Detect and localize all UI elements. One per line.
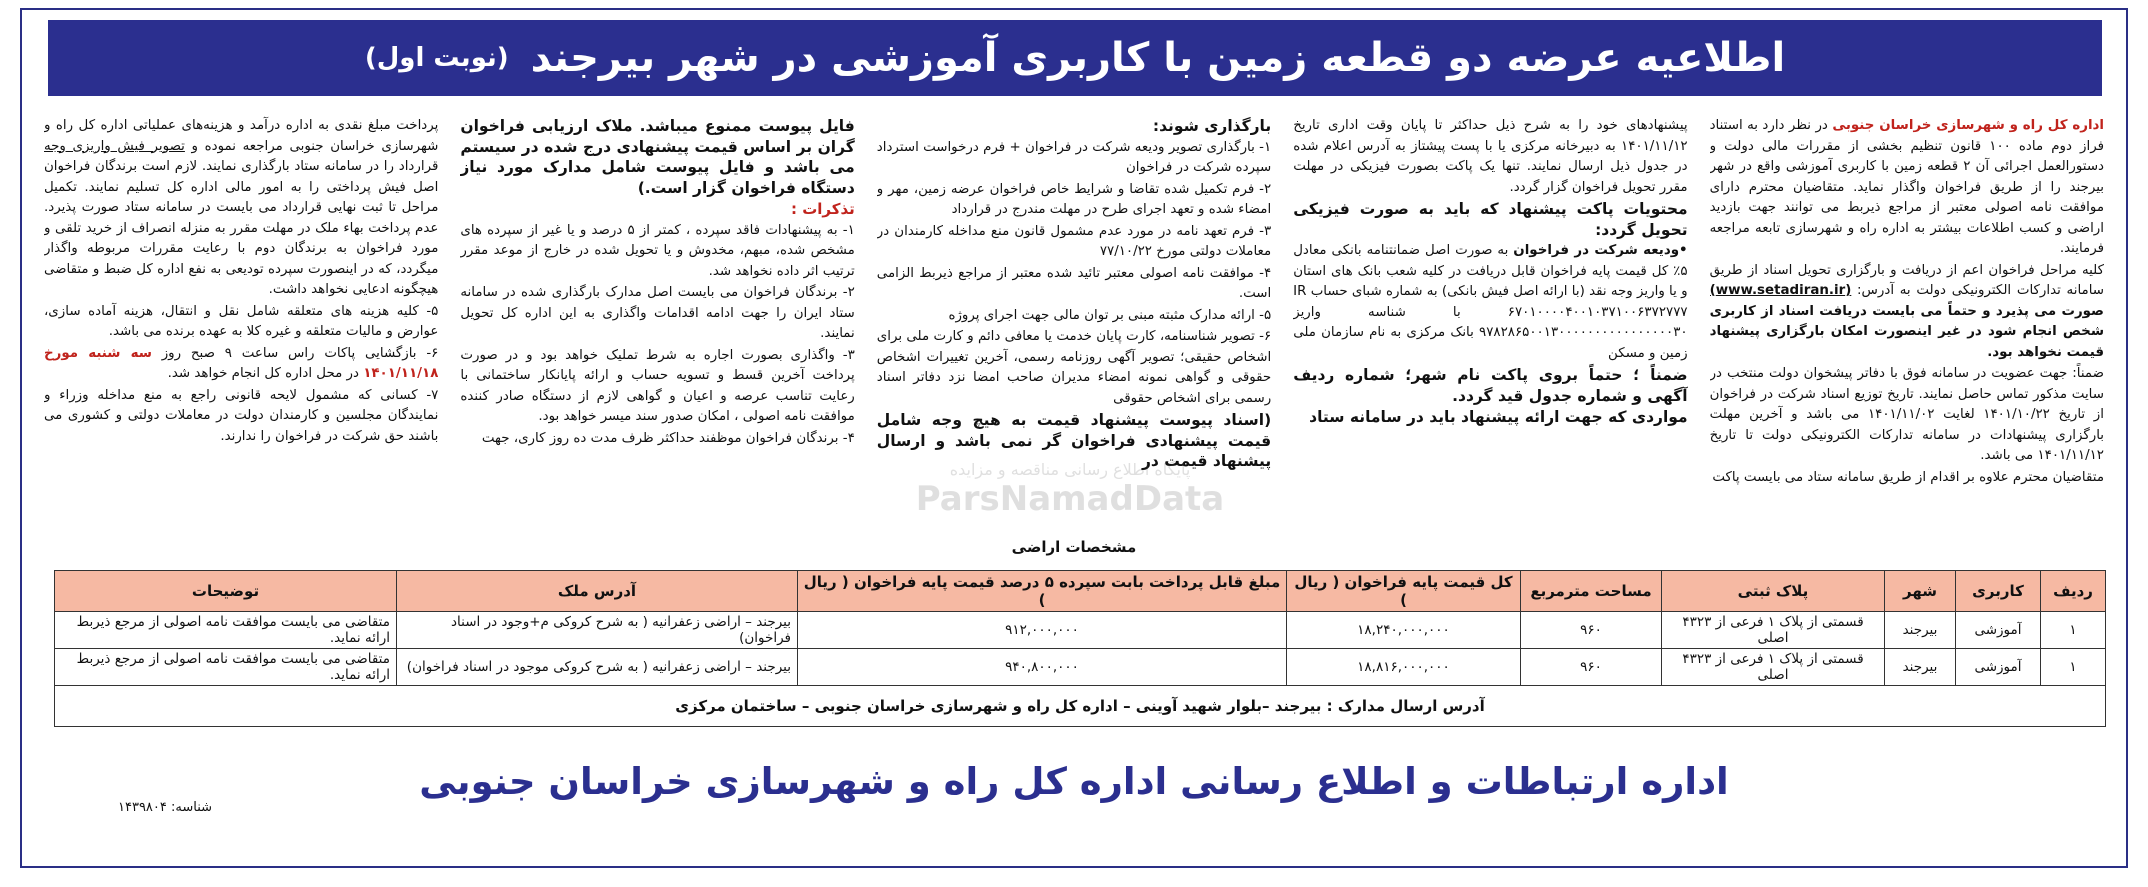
page-title: اطلاعیه عرضه دو قطعه زمین با کاربری آموزشی در شهر بیرجند [530, 35, 1786, 81]
column-2 [1293, 116, 1687, 526]
col-header-row: ردیف [2041, 571, 2106, 612]
notes-heading: تذکرات : [790, 200, 855, 218]
list-item: ۴- برندگان فراخوان موظفند حداکثر ظرف مدت ده روز کاری، جهت [481, 430, 855, 446]
deposit-label: •ودیعه شرکت در فراخوان [1513, 243, 1688, 258]
lands-table [54, 570, 2106, 727]
table-row [55, 649, 2106, 686]
paragraph [1710, 116, 2104, 260]
cell-notes: متقاضی می بایست موافقت نامه اصولی از مرجع ذیربط ارائه نماید. [55, 649, 397, 686]
cell-usage: آموزشی [1956, 649, 2041, 686]
cell-notes: متقاضی می بایست موافقت نامه اصولی از مرجع ذیربط ارائه نماید. [55, 612, 397, 649]
col-header-usage: کاربری [1956, 571, 2041, 612]
ad-serial: شناسه: ۱۴۳۹۸۰۴ [118, 800, 213, 815]
cell-row: ۱ [2041, 649, 2106, 686]
cell-city: بیرجند [1885, 649, 1956, 686]
paragraph [1710, 261, 2104, 364]
list-item: ۷- کسانی که مشمول لایحه قانونی راجع به منع مداخله وزراء و نمایندگان مجلسین و کارمندان دولت در معاملات دولتی و کشوری می باشند حق شرکت در فراخوان را ندارند. [43, 387, 439, 444]
list-item: ۵- ارائه مدارک مثبته مبنی بر توان مالی جهت اجرای پروژه [948, 307, 1272, 323]
paragraph: ضمناً: جهت عضویت در سامانه فوق با دفاتر پیشخوان دولت منتخب در سایت مذکور تماس حاصل نمایند. تاریخ توزیع اسناد شرکت در فراخوان از تاریخ ۱۴۰۱/۱۰/۲۲ لغایت ۱۴۰۱/۱۱/۰۲ می باشد و آخرین مهلت بارگزاری پیشنهادات در سامانه تدارکات الکترونیکی دولت تا تاریخ ۱۴۰۱/۱۱/۱۲ می باشد. [1709, 366, 2104, 463]
list-item: (اسناد پیوست پیشنهاد قیمت به هیچ وجه شامل قیمت پیشنهادی فراخوان گر نمی باشد و ارسال پیشنهاد قیمت در [876, 411, 1272, 470]
list-item [44, 344, 438, 385]
list-item: ۱- به پیشنهادات فاقد سپرده ، کمتر از ۵ درصد و یا غیر از سپرده های مشخص شده، مبهم، مخدوش و یا تحویل شده در خارج از موعد مقرر ترتیب اثر داده نخواهد شد. [460, 222, 855, 279]
section-heading: بارگذاری شوند: [1152, 117, 1272, 135]
text: به صورت اصل ضمانتنامه بانکی معادل ۵٪ کل قیمت پایه فراخوان قابل دریافت در کلیه شعب بانک های استان و یا واریز وجه نقد (با ارائه اصل فیش بانکی) به شماره شبای حساب IR ۶۷۰۱۰۰۰۰۴۰۰۱۰۳۷۱۰۰۶۳۷۲۷۷۷ با شناسه واریز ۹۷۸۲۸۶۵۰۰۱۳۰۰۰۰۰۰۰۰۰۰۰۰۰۰۰۰۳۰ بانک مرکزی به نام سازمان ملی زمین و مسکن [1293, 243, 1688, 361]
watermark-text: پایگاه اطلاع رسانی مناقصه و مزایده [949, 460, 1191, 479]
watermark-logo-text: ParsNamadData [915, 479, 1225, 519]
table-header-row [55, 571, 2106, 612]
header-bar [48, 20, 2102, 96]
list-item: ۱- بارگذاری تصویر ودیعه شرکت در فراخوان + فرم درخواست استرداد سپرده شرکت در فراخوان [876, 139, 1272, 175]
list-item: ۲- برندگان فراخوان می بایست اصل مدارک بارگذاری شده در سامانه ستاد ایران را جهت ادامه اقدامات واگذاری به این اداره کل تحویل نمایند. [460, 285, 855, 341]
list-item: ۶- تصویر شناسنامه، کارت پایان خدمت یا معافی دائم و کارت ملی برای اشخاص حقیقی؛ تصویر آگهی روزنامه رسمی، آخرین تغییرات اشخاص حقوقی و گواهی نمونه امضاء مدیران صاحب امضا نزد دفاتر اسناد رسمی برای اشخاص حقوقی [876, 329, 1272, 406]
column-3 [877, 116, 1271, 526]
cell-usage: آموزشی [1956, 612, 2041, 649]
body-columns [44, 116, 2104, 526]
cell-row: ۱ [2041, 612, 2106, 649]
col-header-notes: توضیحات [55, 571, 397, 612]
column-4 [460, 116, 854, 526]
section-heading: محتویات پاکت پیشنهاد که باید به صورت فیزیکی تحویل گردد: [1293, 200, 1688, 239]
table-row [55, 612, 2106, 649]
list-item: ۳- واگذاری بصورت اجاره به شرط تملیک خواهد بود و در صورت پرداخت آخرین قسط و تسویه حساب و ارائه پایانکار ساختمانی با رعایت تناسب عرصه و اعیان و گواهی لازم از دستگاه صادر کننده موافقت نامه اصولی ، امکان صدور سند میسر خواهد بود. [460, 347, 855, 424]
text: کلیه مراحل فراخوان اعم از دریافت و بارگزاری تحویل اسناد از طریق سامانه تدارکات الکترونیکی دولت به آدرس: [1709, 262, 2104, 298]
cell-address: بیرجند – اراضی زعفرانیه ( به شرح کروکی موجود در اسناد فراخوان) [397, 649, 798, 686]
col-header-deposit: مبلغ قابل پرداخت بابت سپرده ۵ درصد قیمت پایه فراخوان ( ریال ) [798, 571, 1287, 612]
paragraph: پیشنهادهای خود را به شرح ذیل حداکثر تا پایان وقت اداری تاریخ ۱۴۰۱/۱۱/۱۲ به دبیرخانه مرکزی یا با پست پیشتاز به آدرس اعلام شده در جدول ذیل ارسال نمایند. تنها یک پاکت بصورت فیزیکی در مهلت مقرر تحویل فراخوان گزار گردد. [1293, 118, 1688, 195]
cell-base-price: ۱۸,۸۱۶,۰۰۰,۰۰۰ [1287, 649, 1521, 686]
paragraph [44, 116, 438, 301]
paragraph: متقاضیان محترم علاوه بر اقدام از طریق سامانه ستاد می بایست پاکت [1712, 469, 2104, 485]
cell-plaque: قسمتی از پلاک ۱ فرعی از ۴۳۲۳ اصلی [1662, 649, 1885, 686]
column-5 [44, 116, 438, 526]
list-item: ۳- فرم تعهد نامه در مورد عدم مشمول قانون منع مداخله کارمندان در معاملات دولتی مورخ ۷۷/۱۰/۲۲ [876, 223, 1272, 259]
cell-plaque: قسمتی از پلاک ۱ فرعی از ۴۳۲۳ اصلی [1662, 612, 1885, 649]
website-link[interactable]: (www.setadiran.ir) [1709, 283, 1852, 298]
column-1 [1710, 116, 2104, 526]
cell-city: بیرجند [1885, 612, 1956, 649]
cell-deposit: ۹۱۲,۰۰۰,۰۰۰ [798, 612, 1287, 649]
cell-base-price: ۱۸,۲۴۰,۰۰۰,۰۰۰ [1287, 612, 1521, 649]
paragraph: فایل پیوست ممنوع میباشد. ملاک ارزیابی فراخوان گران بر اساس قیمت پیشنهادی درج شده در سیستم می باشد و فایل پیوست شامل مدارک مورد نیاز دستگاه فراخوان گزار است.) [460, 117, 855, 197]
cell-deposit: ۹۴۰,۸۰۰,۰۰۰ [798, 649, 1287, 686]
cell-area: ۹۶۰ [1521, 612, 1662, 649]
text: تصویر فیش واریزی وجه [43, 138, 185, 154]
col-header-base-price: کل قیمت پایه فراخوان ( ریال ) [1287, 571, 1521, 612]
table-footer-row [55, 686, 2106, 727]
paragraph [1293, 241, 1687, 364]
text: در محل اداره کل انجام خواهد شد. [167, 366, 364, 381]
opening-date: سه شنبه مورخ ۱۴۰۱/۱۱/۱۸ [43, 345, 439, 381]
text: قرارداد را در سامانه ستاد بارگذاری نمایند. لازم است برندگان فراخوان اصل فیش پرداختی را به امور مالی اداره کل تسلیم نمایند. تکمیل مراحل تا ثبت نهایی قرارداد می بایست در سامانه ستاد صورت پذیرد. عدم پرداخت بهاء ملک در مهلت مقرر به منزله انصراف از خرید تلقی و مورد فراخوان به برندگان دوم با رعایت مقررات مربوطه واگذار میگردد، که در اینصورت سپرده تودیعی به نفع اداره کل ضبط و متقاضی هیچگونه ادعایی نخواهد داشت. [43, 159, 439, 297]
publisher-title: اداره ارتباطات و اطلاع رسانی اداره کل راه و شهرسازی خراسان جنوبی [419, 760, 1729, 803]
table-caption: مشخصات اراضی [1011, 538, 1137, 556]
paragraph: مواردی که جهت ارائه پیشنهاد باید در سامانه ستاد [1309, 408, 1688, 426]
col-header-area: مساحت مترمربع [1521, 571, 1662, 612]
text: در نظر دارد به استناد فراز دوم ماده ۱۰۰ قانون تنظیم بخشی از مقررات مالی دولت و دستورالعمل اجرائی آن ۲ قطعه زمین با کاربری آموزشی واقع در شهر بیرجند را از طریق فراخوان واگذار نماید. متقاضیان محترم دارای موافقت نامه اصولی معتبر از مراجع ذیربط می توانند جهت بازدید اراضی و کسب اطلاعات بیشتر به اداره راه و شهرسازی تابعه مراجعه فرمایند. [1709, 118, 2104, 256]
list-item: ۴- موافقت نامه اصولی معتبر تائید شده معتبر از مراجع ذیربط الزامی است. [876, 265, 1272, 301]
cell-address: بیرجند – اراضی زعفرانیه ( به شرح کروکی م+وجود در اسناد فراخوان) [397, 612, 798, 649]
col-header-plaque: پلاک ثبتی [1662, 571, 1885, 612]
text: ۶- بازگشایی پاکات راس ساعت ۹ صبح روز [151, 345, 439, 361]
cell-area: ۹۶۰ [1521, 649, 1662, 686]
list-item: ۲- فرم تکمیل شده تقاضا و شرایط خاص فراخوان عرضه زمین، مهر و امضاء شده و تعهد اجرای طرح در مهلت مندرج در قرارداد [876, 181, 1272, 217]
text: پرداخت مبلغ نقدی به اداره درآمد و هزینه‌های عملیاتی اداره کل راه و شهرسازی خراسان جنوبی مراجعه نموده و [43, 118, 439, 154]
page-subtitle: (نوبت اول) [364, 43, 509, 73]
paragraph: ضمناً ؛ حتماً بروی پاکت نام شهر؛ شماره ردیف آگهی و شماره جدول قید گردد. [1293, 366, 1688, 405]
col-header-city: شهر [1885, 571, 1956, 612]
list-item: ۵- کلیه هزینه های متعلقه شامل نقل و انتقال، هزینه آماده سازی، عوارض و مالیات متعلقه و غیره کلا به عهده برنده می باشد. [43, 303, 439, 339]
agency-name: اداره کل راه و شهرسازی خراسان جنوبی [1832, 118, 2104, 133]
col-header-address: آدرس ملک [397, 571, 798, 612]
text: صورت می پذیرد و حتماً می بایست دریافت اسناد از کاربری شخص انجام شود در غیر اینصورت امکان بارگزاری پیشنهاد قیمت نخواهد بود. [1709, 303, 2104, 360]
mailing-address: آدرس ارسال مدارک : بیرجند –بلوار شهید آوینی – اداره کل راه و شهرسازی خراسان جنوبی – ساختمان مرکزی [55, 686, 2106, 727]
